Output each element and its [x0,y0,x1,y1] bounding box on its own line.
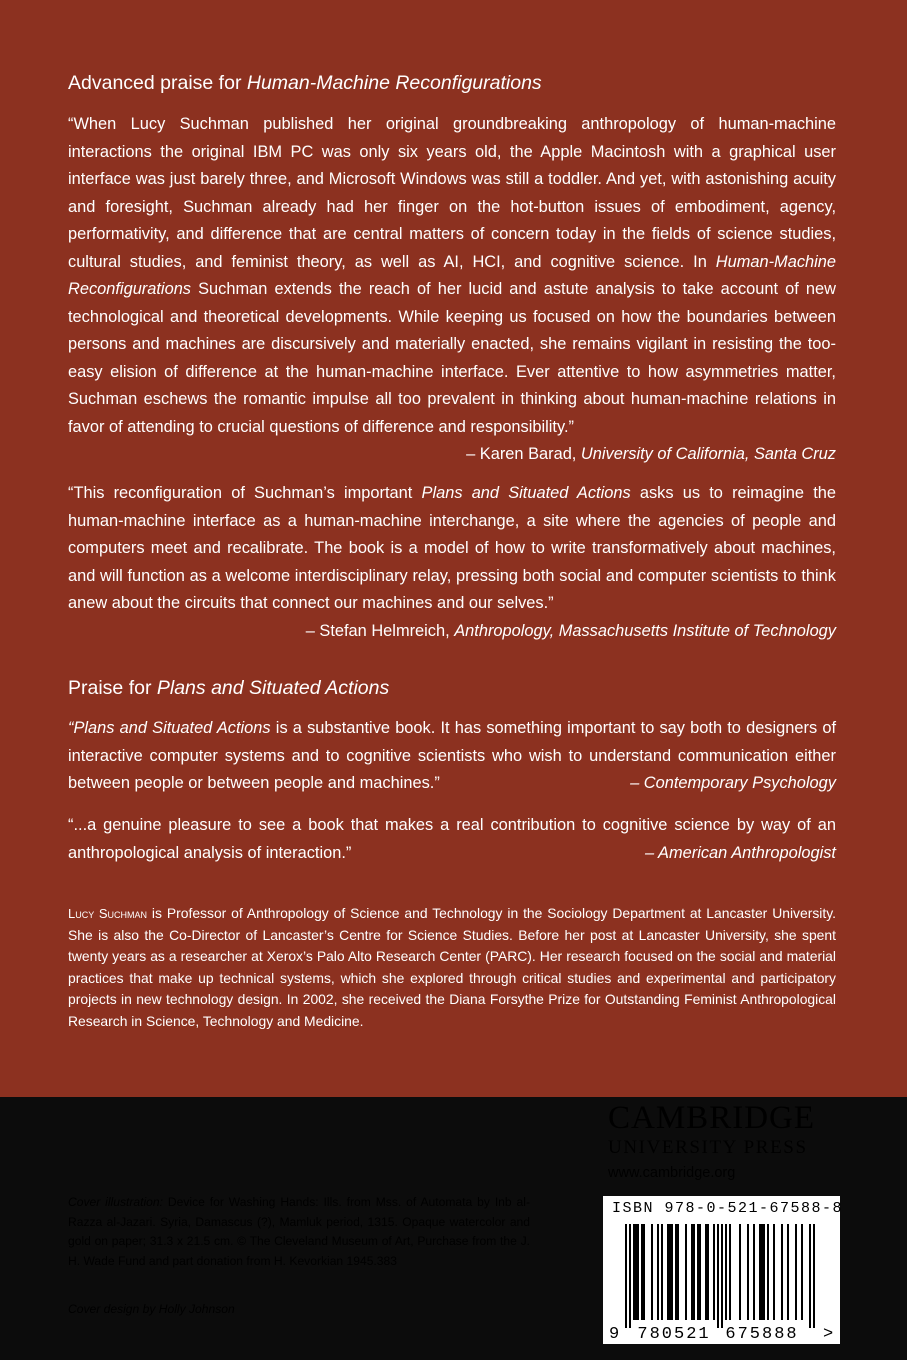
author-bio-text: is Professor of Anthropology of Science and Technology in the Sociology Department at Lancaster University. She is also the Co-Director of Lancaster’s Centre for Science Studies. Before her post at Lancaster University, she spent twenty years as a researcher at Xerox’s Palo Alto Research Center (PARC). Her research focused on the social and material practices that make up technical systems, which she explored through critical studies and experimental and participatory projects in new technology design. In 2002, she received the Diana Forsythe Prize for Outstanding Feminist Anthropological Research in Science, Technology and Medicine. [68,905,836,1029]
barcode-bar [713,1224,715,1320]
quote-cp-attribution: – Contemporary Psychology [630,774,836,792]
barcode-bar [787,1224,789,1320]
heading-book-title: Plans and Situated Actions [156,677,390,699]
barcode-bar [761,1224,763,1320]
isbn-barcode-panel [603,1196,844,1344]
barcode-bar [671,1224,673,1320]
cover-illustration-credit [68,1193,530,1271]
barcode-right-digits: 675888 [725,1325,799,1344]
quote-helmreich [68,480,836,645]
barcode-bar [651,1224,653,1320]
author-name: Lucy Suchman [68,906,148,921]
quote-helmreich-book-title: Plans and Situated Actions [421,484,631,502]
quote-barad [68,111,836,469]
barcode-bar [725,1224,727,1320]
barcode-bar [629,1224,631,1328]
barcode-bar [675,1224,677,1320]
barcode-bar [643,1224,645,1320]
barcode-bar [637,1224,639,1320]
barcode-bar [729,1224,731,1320]
barcode-bar [685,1224,687,1320]
praise-section [68,675,836,701]
barcode-bar [753,1224,755,1320]
quote-helmreich-text-a: “This reconfiguration of Suchman’s important [68,484,422,502]
barcode-bar [747,1224,749,1320]
barcode-bar [721,1224,723,1328]
barcode-bar [767,1224,769,1320]
quote-aa-text: “...a genuine pleasure to see a book that makes a real contribution to cognitive science by way of an anthropological analysis of interaction.” [68,816,836,862]
barcode-bar [635,1224,637,1320]
advanced-praise-heading [68,70,836,96]
barcode-bars [625,1224,815,1328]
barcode-bar [669,1224,671,1320]
cover-illustration-text: Device for Washing Hands: Ills. from Mss. of Automata by Inb al-Razza al-Jazari. Syria, Damascus (?), Mamluk period, 1315. Opaque watercolor and gold on paper; 31.3 x 21.5 cm. © The Cleveland Museum of Art, Purchase from the J. H. Wade Fund and part donation from H. Kevorkian 1945.383 [68,1195,530,1268]
barcode-bar [693,1224,695,1320]
cover-illustration-label: Cover illustration: [68,1195,163,1209]
author-bio [68,903,836,1032]
barcode-bar [739,1224,741,1320]
quote-barad-attribution [466,441,836,469]
barcode-bar [705,1224,707,1320]
barcode-bar [759,1224,761,1320]
barcode-bar [667,1224,669,1320]
quote-cp-text: is a substantive book. It has something important to say both to designers of interactive computer systems and to cognitive scientists who wish to understand communication either between people or between people and machines.” [68,719,836,792]
isbn-label: ISBN 978-0-521-67588-8 [612,1200,844,1217]
quote-american-anthropologist [68,812,836,867]
barcode-bar [781,1224,783,1320]
barcode-bar [691,1224,693,1320]
barcode-bar [633,1224,635,1320]
barcode-bar [641,1224,643,1320]
publisher-press: UNIVERSITY PRESS [608,1137,808,1158]
quote-contemporary-psychology [68,715,836,798]
barcode-bar [697,1224,699,1320]
barcode-left-digits: 780521 [637,1325,711,1344]
barcode-bar [625,1224,627,1328]
cover-design-credit: Cover design by Holly Johnson [68,1302,235,1316]
publisher-imprint [608,1100,833,1184]
barcode-bar [677,1224,679,1320]
publisher-name: CAMBRIDGE [608,1100,816,1136]
barcode-bar [809,1224,811,1328]
quote-helmreich-attribution [68,618,836,646]
advanced-praise-section [68,70,836,96]
quote-cp-book-title: “Plans and Situated Actions [68,719,271,737]
barcode-bar [763,1224,765,1320]
quote-helmreich-text-b: asks us to reimagine the human-machine interface as a human-machine interchange, a site where the agencies of people and computers meet and recalibrate. The book is a model of how to write transformatively about machines, and will function as a welcome interdisciplinary relay, pressing both social and computer scientists to think anew about the circuits that connect our machines and our selves.” [68,484,837,612]
praise-heading [68,675,836,701]
barcode-bar [699,1224,701,1320]
attribution-affiliation: Anthropology, Massachusetts Institute of Technology [454,621,836,640]
barcode-graphic [603,1196,844,1344]
attribution-affiliation: University of California, Santa Cruz [580,445,836,463]
heading-book-title: Human-Machine Reconfigurations [246,72,542,94]
barcode-bar [773,1224,775,1320]
barcode-bar [813,1224,815,1328]
quote-barad-text-a: “When Lucy Suchman published her original groundbreaking anthropology of human-machine interactions the original IBM PC was only six years old, the Apple Macintosh with a graphical user interface was just barely three, and Microsoft Windows was still a toddler. And yet, with astonishing acuity and foresight, Suchman already had her finger on the hot-button issues of embodiment, agency, performativity, and difference that are central matters of concern today in the fields of science studies, cultural studies, and feminist theory, as well as AI, HCI, and cognitive science. In [68,115,836,271]
barcode-quiet-mark: > [823,1325,834,1344]
barcode-bar [707,1224,709,1320]
publisher-url: www.cambridge.org [608,1165,736,1181]
quote-aa-attribution: – American Anthropologist [644,843,836,862]
barcode-bar [801,1224,803,1320]
barcode-bar [657,1224,659,1320]
heading-prefix: Praise for [68,677,157,699]
barcode-bar [661,1224,663,1320]
barcode-leading-digit: 9 [609,1325,620,1344]
heading-prefix: Advanced praise for [68,72,247,94]
quote-barad-book-title: Human-Machine Reconfigurations [68,252,836,298]
barcode-bar [717,1224,719,1328]
quote-barad-text-b: Suchman extends the reach of her lucid and astute analysis to take account of new technological and theoretical developments. While keeping us focused on how the boundaries between persons and machines are discursively and materially enacted, she remains vigilant in resisting the too-easy elision of difference at the human-machine interface. Ever attentive to how asymmetries matter, Suchman eschews the romantic impulse all too prevalent in thinking about human-machine relations in favor of attending to crucial questions of difference and responsibility.” [68,280,836,436]
barcode-bar [795,1224,797,1320]
attribution-name: – Stefan Helmreich, [305,621,455,640]
attribution-name: – Karen Barad, [466,445,581,463]
